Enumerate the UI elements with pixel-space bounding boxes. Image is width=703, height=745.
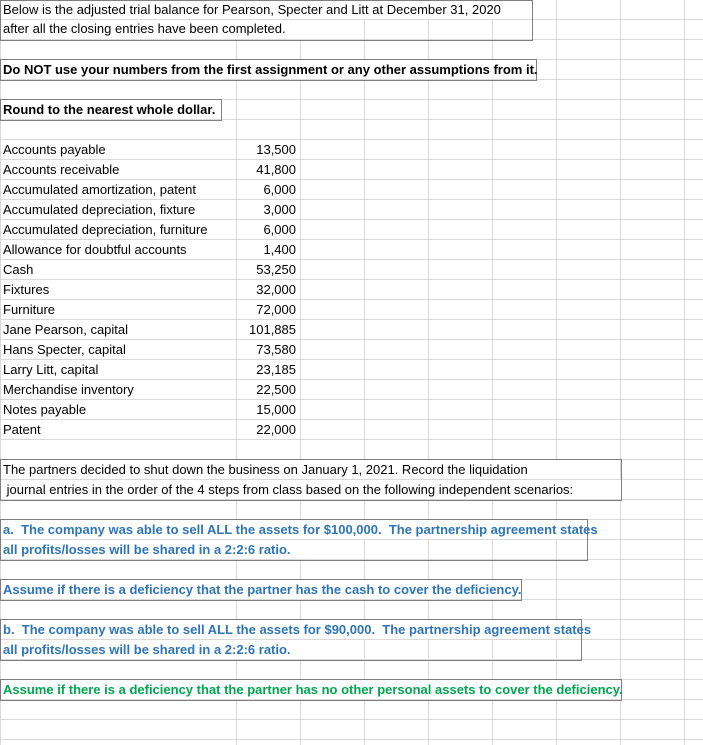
account-name: Larry Litt, capital xyxy=(3,362,99,377)
account-name: Fixtures xyxy=(3,282,50,297)
scenario-b-line-1: b. The company was able to sell ALL the assets for $90,000. The partnership agreement states xyxy=(3,622,592,637)
scenario-a-assumption: Assume if there is a deficiency that the partner has the cash to cover the deficiency. xyxy=(3,582,522,597)
scenario-a-line-2: all profits/losses will be shared in a 2:2:6 ratio. xyxy=(3,542,291,557)
account-name: Accumulated depreciation, fixture xyxy=(3,202,196,217)
account-amount: 23,185 xyxy=(256,362,296,377)
account-name: Patent xyxy=(3,422,41,437)
account-name: Hans Specter, capital xyxy=(3,342,126,357)
account-amount: 101,885 xyxy=(249,322,296,337)
account-amount: 15,000 xyxy=(256,402,296,417)
scenario-a-line-1: a. The company was able to sell ALL the assets for $100,000. The partnership agreement states xyxy=(3,522,598,537)
scenario-intro-line-2: journal entries in the order of the 4 steps from class based on the following independent scenarios: xyxy=(3,482,574,497)
intro-line-2: after all the closing entries have been completed. xyxy=(3,21,286,36)
account-name: Accumulated depreciation, furniture xyxy=(3,222,208,237)
account-amount: 32,000 xyxy=(256,282,296,297)
account-amount: 6,000 xyxy=(263,182,296,197)
account-name: Merchandise inventory xyxy=(3,382,134,397)
account-amount: 22,000 xyxy=(256,422,296,437)
account-name: Accumulated amortization, patent xyxy=(3,182,196,197)
account-name: Furniture xyxy=(3,302,56,317)
account-name: Accounts payable xyxy=(3,142,106,157)
account-amount: 1,400 xyxy=(263,242,296,257)
account-name: Notes payable xyxy=(3,402,87,417)
scenario-b-assumption: Assume if there is a deficiency that the partner has no other personal assets to cover the deficiency. xyxy=(3,682,623,697)
scenario-b-line-2: all profits/losses will be shared in a 2:2:6 ratio. xyxy=(3,642,291,657)
account-amount: 3,000 xyxy=(263,202,296,217)
scenario-intro-line-1: The partners decided to shut down the business on January 1, 2021. Record the liquidation xyxy=(3,462,528,477)
account-amount: 53,250 xyxy=(256,262,296,277)
account-name: Jane Pearson, capital xyxy=(3,322,129,337)
account-amount: 72,000 xyxy=(256,302,296,317)
account-name: Allowance for doubtful accounts xyxy=(3,242,187,257)
account-amount: 73,580 xyxy=(256,342,296,357)
account-amount: 13,500 xyxy=(256,142,296,157)
account-amount: 6,000 xyxy=(263,222,296,237)
account-amount: 22,500 xyxy=(256,382,296,397)
account-name: Accounts receivable xyxy=(3,162,120,177)
round-instruction: Round to the nearest whole dollar. xyxy=(3,102,216,117)
no-numbers-instruction: Do NOT use your numbers from the first assignment or any other assumptions from it. xyxy=(3,62,538,77)
account-name: Cash xyxy=(3,262,34,277)
account-amount: 41,800 xyxy=(256,162,296,177)
intro-line-1: Below is the adjusted trial balance for Pearson, Specter and Litt at December 31, 2020 xyxy=(3,2,501,17)
